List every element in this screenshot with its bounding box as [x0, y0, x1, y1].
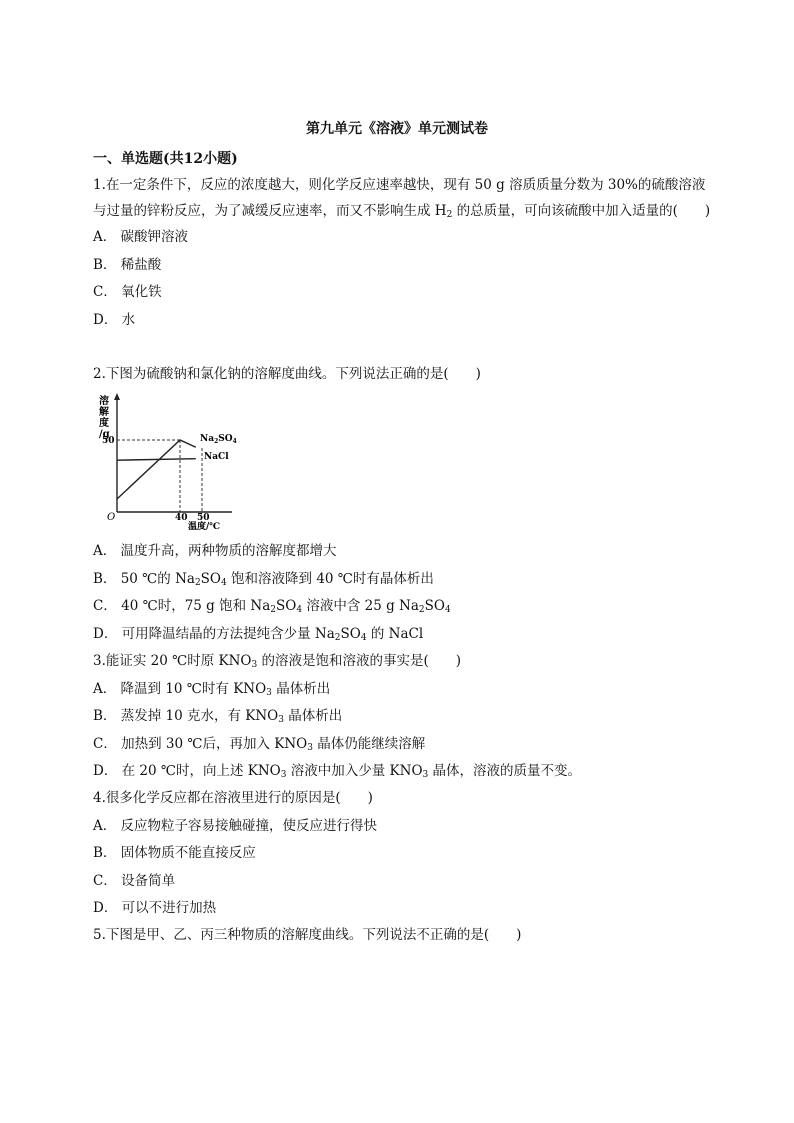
- question-4-option-a[interactable]: A． 反应物粒子容易接触碰撞，使反应进行得快: [93, 817, 378, 834]
- series-na2so4-line: [117, 440, 196, 499]
- question-1-option-a[interactable]: A． 碳酸钾溶液: [93, 229, 189, 245]
- section-heading: 一、单选题(共12小题): [93, 151, 238, 167]
- page-title: 第九单元《溶液》单元测试卷: [306, 121, 488, 137]
- question-1-option-d[interactable]: D． 水: [93, 311, 136, 328]
- question-1: [93, 172, 715, 334]
- question-2-option-d[interactable]: D． 可用降温结晶的方法提纯含少量 $Na_2SO_4$ 的 NaCl: [93, 625, 424, 643]
- series-na2so4-label: $Na_2SO_4$: [200, 434, 237, 445]
- question-2-stem: 2.下图为硫酸钠和氯化钠的溶解度曲线。下列说法正确的是( ): [93, 366, 481, 382]
- question-4: [93, 785, 715, 923]
- question-5: [93, 922, 715, 950]
- question-1-stem: 1.在一定条件下，反应的浓度越大，则化学反应速率越快，现有 50 g 溶质质量分数为 30%的硫酸溶液与过量的锌粉反应，为了减缓反应速率，而又不影响生成 $H_2$ 的总质量，可向该硫酸中加入适量的( ): [93, 177, 711, 220]
- series-nacl-label: NaCl: [204, 452, 229, 462]
- question-4-stem: 4.很多化学反应都在溶液里进行的原因是( ): [93, 790, 373, 806]
- question-3-option-b[interactable]: B． 蒸发掉 10 克水，有 $KNO_3$ 晶体析出: [93, 708, 343, 725]
- question-2: [93, 361, 715, 388]
- question-4-option-d[interactable]: D． 可以不进行加热: [93, 900, 217, 916]
- y-axis-label-4: /g: [99, 429, 110, 440]
- y-tick-50: 50: [102, 436, 115, 446]
- series-nacl-line: [117, 459, 196, 461]
- question-1-option-b[interactable]: B． 稀盐酸: [93, 256, 162, 273]
- question-3: [93, 648, 715, 786]
- x-tick-50: 50: [197, 513, 210, 523]
- question-2-option-a[interactable]: A． 温度升高，两种物质的溶解度都增大: [93, 543, 337, 559]
- question-5-stem: 5.下图是甲、乙、丙三种物质的溶解度曲线。下列说法不正确的是( ): [93, 927, 522, 943]
- question-3-option-c[interactable]: C． 加热到 30 ℃后，再加入 $KNO_3$ 晶体仍能继续溶解: [93, 735, 426, 753]
- question-2-option-b[interactable]: B． 50 ℃的 $Na_2SO_4$ 饱和溶液降到 40 ℃时有晶体析出: [93, 570, 434, 588]
- x-tick-40: 40: [175, 513, 188, 523]
- question-4-option-b[interactable]: B． 固体物质不能直接反应: [93, 845, 256, 861]
- question-3-option-d[interactable]: D． 在 20 ℃时，向上述 $KNO_3$ 溶液中加入少量 $KNO_3$ 晶体，溶液的质量不变。: [93, 763, 582, 780]
- y-axis-label-1: 溶: [99, 396, 109, 407]
- question-3-option-a[interactable]: A． 降温到 10 ℃时有 $KNO_3$ 晶体析出: [93, 680, 331, 698]
- question-2-options: [93, 538, 715, 648]
- question-4-option-c[interactable]: C． 设备简单: [93, 872, 176, 889]
- question-1-option-c[interactable]: C． 氧化铁: [93, 284, 162, 300]
- question-2-option-c[interactable]: C． 40 ℃时，75 g 饱和 $Na_2SO_4$ 溶液中含 25 g $Na_2SO_4$: [93, 598, 451, 615]
- solubility-chart: [96, 392, 236, 530]
- y-axis-label-2: 解: [99, 407, 109, 418]
- y-axis-label-3: 度: [99, 418, 109, 429]
- question-3-stem: 3.能证实 20 ℃时原 $KNO_3$ 的溶液是饱和溶液的事实是( ): [93, 653, 462, 670]
- y-axis-arrow: [114, 393, 120, 400]
- origin-label: O: [107, 512, 116, 523]
- x-axis-label: 温度/℃: [188, 522, 221, 532]
